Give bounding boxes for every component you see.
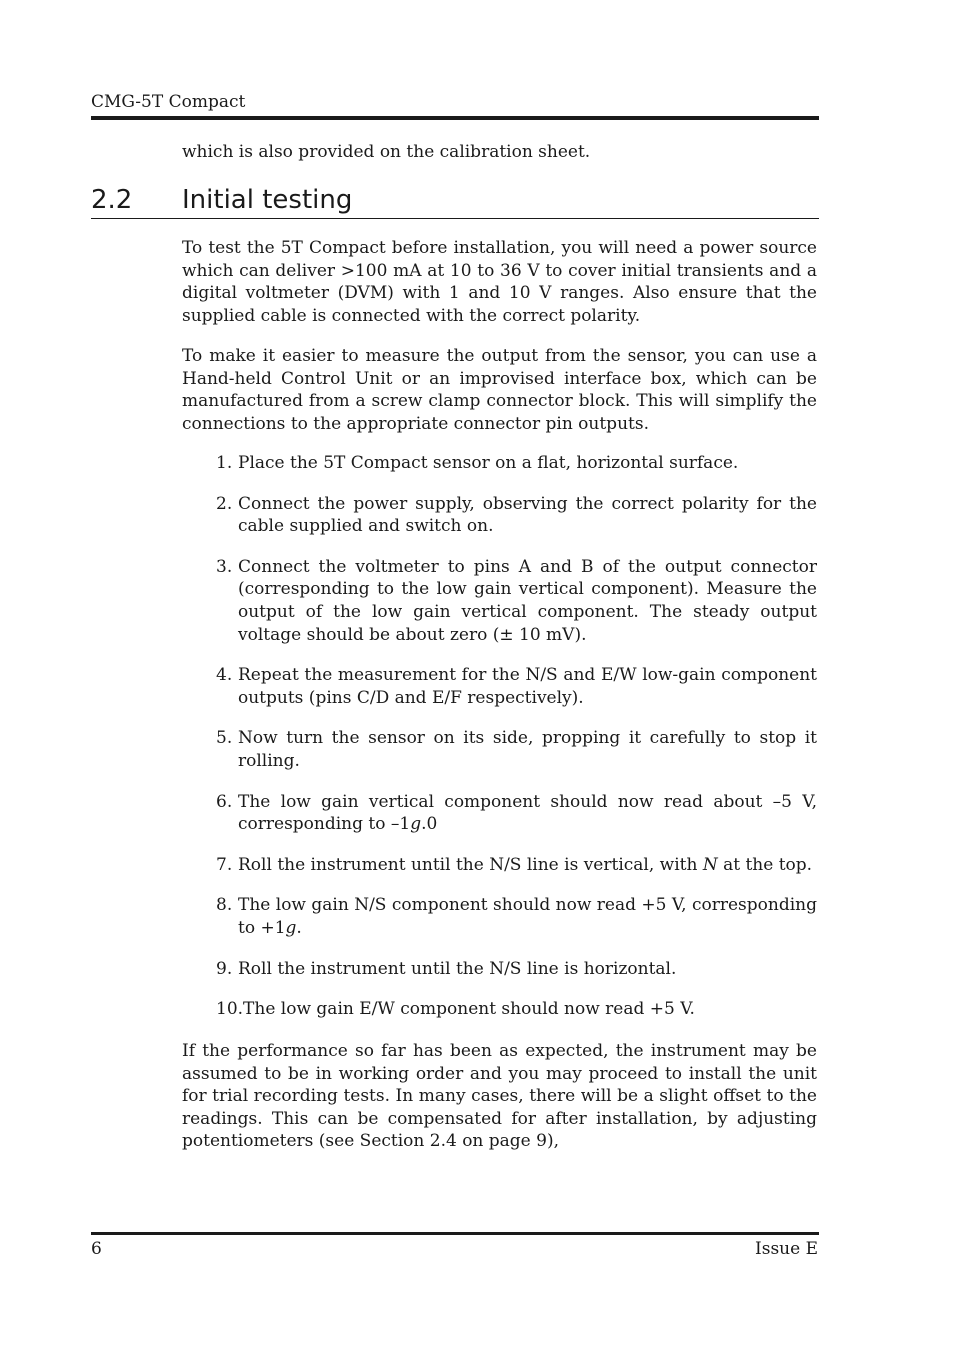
- list-item: [216, 998, 817, 1021]
- step-number: 4.: [216, 665, 233, 686]
- lead-text: which is also provided on the calibration sheet.: [182, 142, 591, 162]
- list-item: [216, 791, 817, 836]
- issue-label: Issue E: [755, 1239, 818, 1259]
- paragraph-1: [182, 237, 817, 327]
- section-title: Initial testing: [182, 185, 353, 215]
- list-item: [216, 493, 817, 538]
- list-item: [216, 664, 817, 709]
- paragraph-text: To make it easier to measure the output from the sensor, you can use a Hand-held Control Unit or an improvised interface box, which can be manufactured from a screw clamp connector block. This will simplify the connections to the appropriate connector pin outputs.: [182, 346, 817, 434]
- section-heading: [91, 182, 819, 219]
- closing-paragraph: [182, 1040, 817, 1153]
- list-item: [216, 854, 817, 877]
- page-number: 6: [91, 1239, 102, 1259]
- step-number: 2.: [216, 493, 233, 514]
- step-text: Repeat the measurement for the N/S and E/W low-gain component outputs (pins C/D and E/F respectively).: [238, 665, 817, 708]
- step-number: 10.: [216, 999, 244, 1020]
- step-text: The low gain N/S component should now read +5 V, corresponding to +1: [238, 895, 817, 938]
- step-text-after: at the top.: [717, 854, 813, 875]
- list-item: [216, 452, 817, 475]
- test-steps-list: [216, 452, 817, 1039]
- step-number: 3.: [216, 556, 233, 577]
- list-item: [216, 727, 817, 772]
- step-text: Place the 5T Compact sensor on a flat, horizontal surface.: [238, 453, 739, 473]
- step-text: Now turn the sensor on its side, propping it carefully to stop it rolling.: [238, 728, 817, 771]
- list-item: [216, 894, 817, 939]
- step-text: Connect the voltmeter to pins A and B of the output connector (corresponding to the low gain vertical component). Measure the output of the low gain vertical component. The steady output voltage should be about zero (± 10 mV).: [238, 556, 817, 645]
- step-italic: N: [702, 854, 718, 875]
- running-header-title: CMG-5T Compact: [91, 92, 246, 112]
- list-item: [216, 556, 817, 646]
- step-text: Connect the power supply, observing the correct polarity for the cable supplied and switch on.: [238, 493, 817, 537]
- footer-rule: [91, 1232, 819, 1235]
- step-number: 8.: [216, 895, 233, 916]
- step-text-after: .0: [421, 814, 438, 835]
- list-item: [216, 958, 817, 981]
- step-italic: g: [410, 814, 422, 835]
- step-italic: g: [285, 917, 297, 938]
- step-number: 6.: [216, 791, 233, 812]
- step-number: 9.: [216, 958, 233, 979]
- header-rule: [91, 116, 819, 120]
- step-number: 7.: [216, 854, 233, 875]
- step-number: 5.: [216, 728, 233, 749]
- step-text: The low gain vertical component should now read about –5 V, corresponding to –1: [238, 791, 817, 835]
- step-text: The low gain E/W component should now read +5 V.: [243, 999, 695, 1020]
- section-number: 2.2: [91, 185, 133, 215]
- paragraph-text: To test the 5T Compact before installation, you will need a power source which can deliver >100 mA at 10 to 36 V to cover initial transients and a digital voltmeter (DVM) with 1 and 10 V ranges. Also ensure that the supplied cable is connected with the correct polarity.: [182, 238, 817, 326]
- paragraph-2: [182, 345, 817, 435]
- step-text: Roll the instrument until the N/S line is vertical, with: [238, 854, 703, 875]
- paragraph-text: If the performance so far has been as expected, the instrument may be assumed to be in working order and you may proceed to install the unit for trial recording tests. In many cases, there will be a slight offset to the readings. This can be compensated for after installation, by adjusting potentiometers (see Section 2.4 on page 9),: [182, 1041, 817, 1152]
- step-number: 1.: [216, 453, 233, 473]
- step-text-after: .: [296, 917, 302, 938]
- lead-block: [182, 141, 817, 164]
- step-text: Roll the instrument until the N/S line is horizontal.: [238, 958, 677, 979]
